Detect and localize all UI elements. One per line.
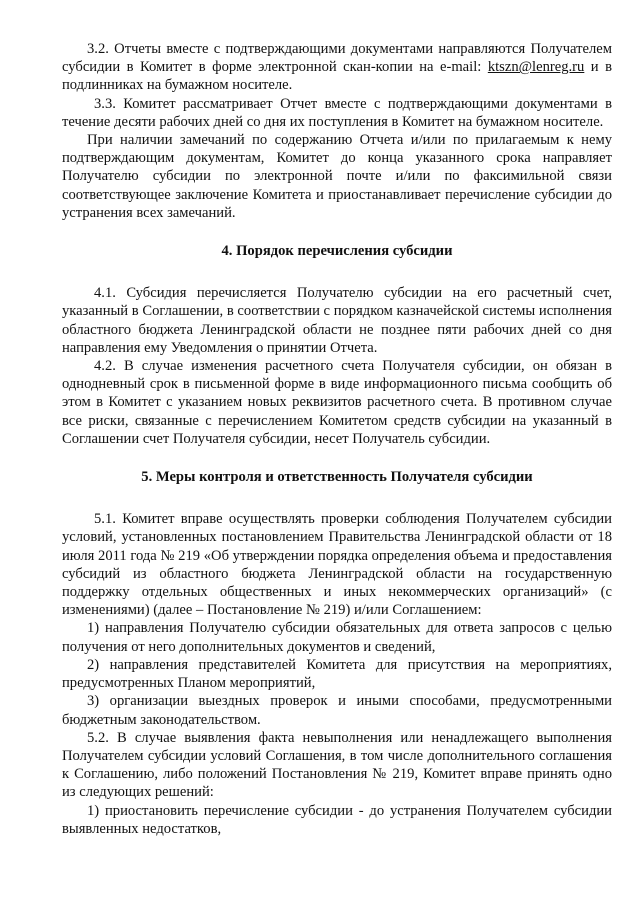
email-link[interactable]: ktszn@lenreg.ru (487, 59, 585, 76)
section-5-heading: 5. Меры контроля и ответственность Получателя субсидии (141, 469, 533, 486)
list-item-2: 2) направления представителей Комитета для присутствия на мероприятиях, предусмотренных Планом мероприятий, (62, 656, 612, 692)
list-item-1: 1) направления Получателю субсидии обязательных для ответа запросов с целью получения от него дополнительных документов и сведений, (62, 620, 612, 655)
document-page (62, 40, 612, 838)
paragraph-3-2-text: 3.2. Отчеты вместе с подтверждающими документами направляются Получателем субсидии в Комитет в форме электронной скан-копии на e-mail: (62, 41, 612, 76)
paragraph-3-2 (62, 40, 612, 95)
section-4-heading: 4. Порядок перечисления субсидии (221, 243, 453, 260)
paragraph-4-1: 4.1. Субсидия перечисляется Получателю субсидии на его расчетный счет, указанный в Соглашении, в соответствии с порядком казначейской системы исполнения областного бюджета Ленинградской области не позднее пяти рабочих дней со дня направления ему Уведомления о принятии Отчета. (62, 285, 612, 356)
paragraph-3-2-tail: и в подлинниках на бумажном носителе. (62, 59, 612, 94)
paragraph-4-2: 4.2. В случае изменения расчетного счета Получателя субсидии, он обязан в однодневный срок в письменной форме в виде информационного письма сообщить об этом в Комитет с указанием новых реквизитов расчетного счета. В противном случае все риски, связанные с перечислением Комитетом средств субсидии на указанный в Соглашении счет Получателя субсидии, несет Получатель субсидии. (62, 358, 612, 447)
paragraph-3-3: 3.3. Комитет рассматривает Отчет вместе с подтверждающими документами в течение десяти рабочих дней со дня их поступления в Комитет на бумажном носителе. (62, 95, 612, 130)
paragraph-5-2: 5.2. В случае выявления факта невыполнения или ненадлежащего выполнения Получателем субсидии условий Соглашения, в том числе дополнительного соглашения к Соглашению, либо положений Постановления № 219, Комитет вправе принять одно из следующих решений: (62, 729, 612, 801)
paragraph-5-1: 5.1. Комитет вправе осуществлять проверки соблюдения Получателем субсидии условий, установленных постановлением Правительства Ленинградской области от 18 июля 2011 года № 219 «Об утверждении порядка определения объема и предоставления субсидий из областного бюджета Ленинградской области на государственную поддержку отдельных общественных и иных некоммерческих организаций» (с изменениями) (далее – Постановление № 219) и/или Соглашением: (62, 511, 612, 619)
list-item-3: 3) организации выездных проверок и иными способами, предусмотренными бюджетным законодательством. (62, 693, 612, 728)
paragraph-remarks: При наличии замечаний по содержанию Отчета и/или по прилагаемым к нему подтверждающим документам, Комитет до конца указанного срока направляет Получателю субсидии по электронной почте и/или по факсимильной связи соответствующее заключение Комитета и приостанавливает перечисление субсидии до устранения всех замечаний. (62, 132, 612, 221)
list-item-4: 1) приостановить перечисление субсидии - до устранения Получателем субсидии выявленных недостатков, (62, 802, 612, 837)
